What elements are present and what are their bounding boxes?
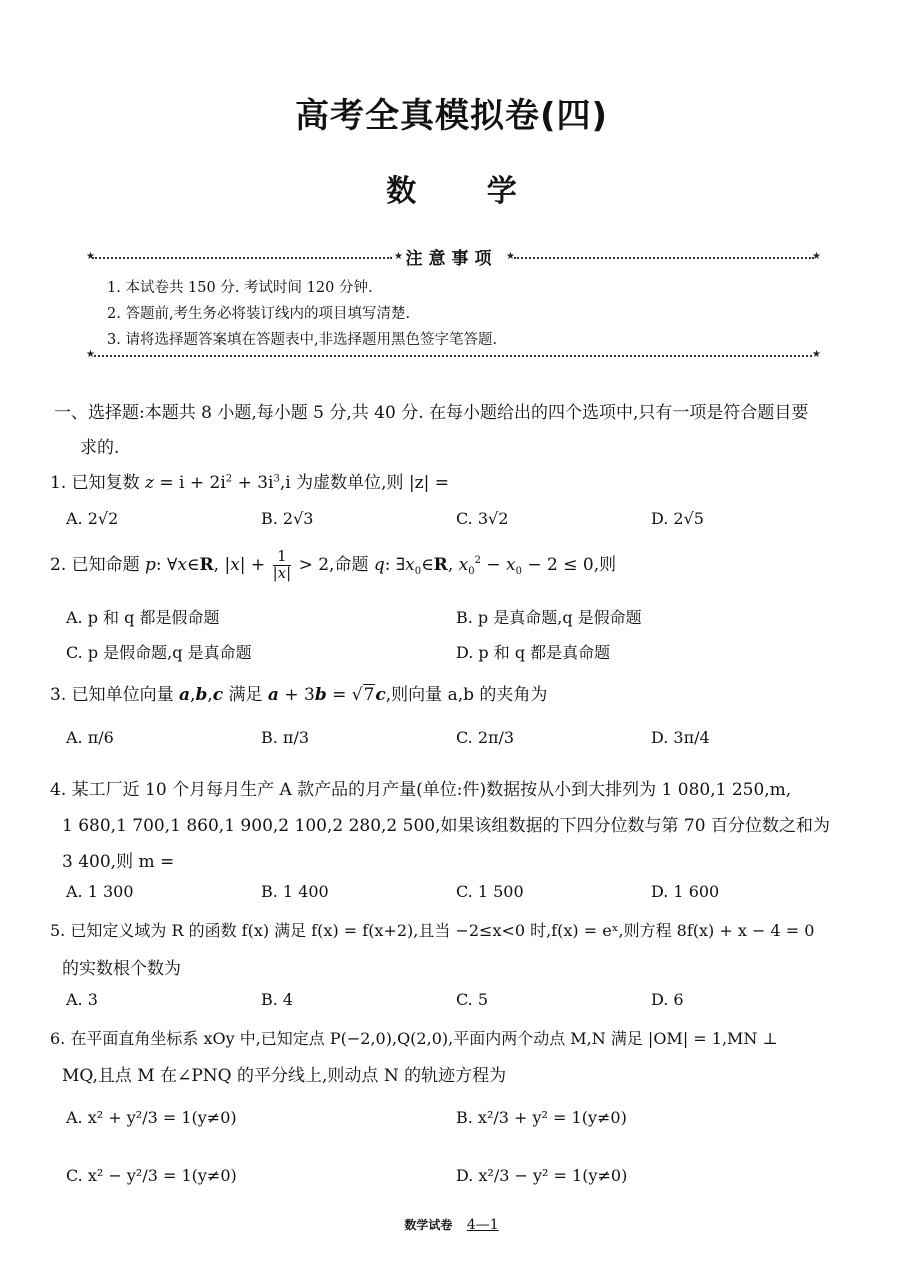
question-4-line-3: 3 400,则 m = [62, 852, 175, 872]
question-2: 2. 已知命题 p: ∀x∈R, |x| + $\frac{1}{|x|}$ > 2,命题 q: $\exists x_0\in R$, $x_0^2 - x_0 - 2 \le 0$,则 [50, 547, 617, 582]
section-heading-cont: 求的. [80, 438, 120, 458]
q4-option-b[interactable]: B. 1 400 [261, 882, 329, 901]
q2-option-b[interactable]: B. p 是真命题,q 是假命题 [456, 608, 642, 627]
q4-option-c[interactable]: C. 1 500 [456, 882, 524, 901]
q6-option-b[interactable]: B. x²/3 + y² = 1(y≠0) [456, 1108, 627, 1127]
q1-option-a[interactable]: A. 2√2 [66, 509, 119, 528]
notice-item-2: 2. 答题前,考生务必将装订线内的项目填写清楚. [107, 306, 411, 322]
notice-title: 注意事项 [405, 249, 498, 269]
q5-option-d[interactable]: D. 6 [651, 990, 684, 1009]
q3-option-b[interactable]: B. π/3 [261, 728, 310, 747]
page-footer [0, 1216, 903, 1233]
q2-option-a[interactable]: A. p 和 q 都是假命题 [66, 608, 220, 627]
q3-option-c[interactable]: C. 2π/3 [456, 728, 515, 747]
q6-option-d[interactable]: D. x²/3 − y² = 1(y≠0) [456, 1166, 628, 1185]
question-5-line-2: 的实数根个数为 [62, 959, 181, 979]
notice-bottom-rule [94, 355, 812, 357]
subject-title: 数 学 [386, 174, 547, 209]
question-6-line-2: MQ,且点 M 在∠PNQ 的平分线上,则动点 N 的轨迹方程为 [62, 1066, 507, 1086]
question-6-line-1: 6. 在平面直角坐标系 xOy 中,已知定点 P(−2,0),Q(2,0),平面内两个动点 M,N 满足 |OM| = 1,MN ⊥ [50, 1029, 778, 1048]
question-5-line-1: 5. 已知定义域为 R 的函数 f(x) 满足 f(x) = f(x+2),且当 −2≤x<0 时,f(x) = eˣ,则方程 8f(x) + x − 4 = 0 [50, 921, 815, 940]
q5-option-b[interactable]: B. 4 [261, 990, 294, 1009]
q3-option-d[interactable]: D. 3π/4 [651, 728, 710, 747]
q2-option-d[interactable]: D. p 和 q 都是真命题 [456, 643, 611, 662]
footer-label: 数学试卷 [404, 1218, 453, 1232]
q5-option-a[interactable]: A. 3 [66, 990, 98, 1009]
star-icon: ★ [812, 251, 821, 262]
q2-option-c[interactable]: C. p 是假命题,q 是真命题 [66, 643, 252, 662]
star-icon: ★ [812, 349, 821, 360]
page-number: 4—1 [466, 1217, 499, 1233]
q3-option-a[interactable]: A. π/6 [66, 728, 114, 747]
star-icon: ★ [506, 251, 515, 262]
section-heading: 一、选择题:本题共 8 小题,每小题 5 分,共 40 分. 在每小题给出的四个选项中,只有一项是符合题目要 [54, 403, 809, 423]
question-4-line-2: 1 680,1 700,1 860,1 900,2 100,2 280,2 500,如果该组数据的下四分位数与第 70 百分位数之和为 [62, 816, 830, 836]
q1-option-b[interactable]: B. 2√3 [261, 509, 314, 528]
notice-item-3: 3. 请将选择题答案填在答题表中,非选择题用黑色签字笔答题. [107, 332, 498, 348]
q6-option-a[interactable]: A. x² + y²/3 = 1(y≠0) [66, 1108, 237, 1127]
q1-option-c[interactable]: C. 3√2 [456, 509, 509, 528]
q1-option-d[interactable]: D. 2√5 [651, 509, 704, 528]
question-4-line-1: 4. 某工厂近 10 个月每月生产 A 款产品的月产量(单位:件)数据按从小到大排列为 1 080,1 250,m, [50, 780, 792, 800]
q4-option-d[interactable]: D. 1 600 [651, 882, 720, 901]
notice-top-rule-right [514, 257, 814, 259]
q4-option-a[interactable]: A. 1 300 [66, 882, 134, 901]
question-3: 3. 已知单位向量 a,b,c 满足 a + 3b = √7c,则向量 a,b 的夹角为 [50, 685, 548, 705]
star-icon: ★ [394, 251, 403, 262]
q6-option-c[interactable]: C. x² − y²/3 = 1(y≠0) [66, 1166, 237, 1185]
star-icon: ★ [86, 251, 95, 262]
q5-option-c[interactable]: C. 5 [456, 990, 489, 1009]
exam-title: 高考全真模拟卷(四) [294, 96, 609, 136]
notice-item-1: 1. 本试卷共 150 分. 考试时间 120 分钟. [107, 280, 373, 296]
question-1: 1. 已知复数 $z = i + 2i^2 + 3i^3,i$ 为虚数单位,则 |z| = [50, 473, 449, 493]
star-icon: ★ [86, 349, 95, 360]
